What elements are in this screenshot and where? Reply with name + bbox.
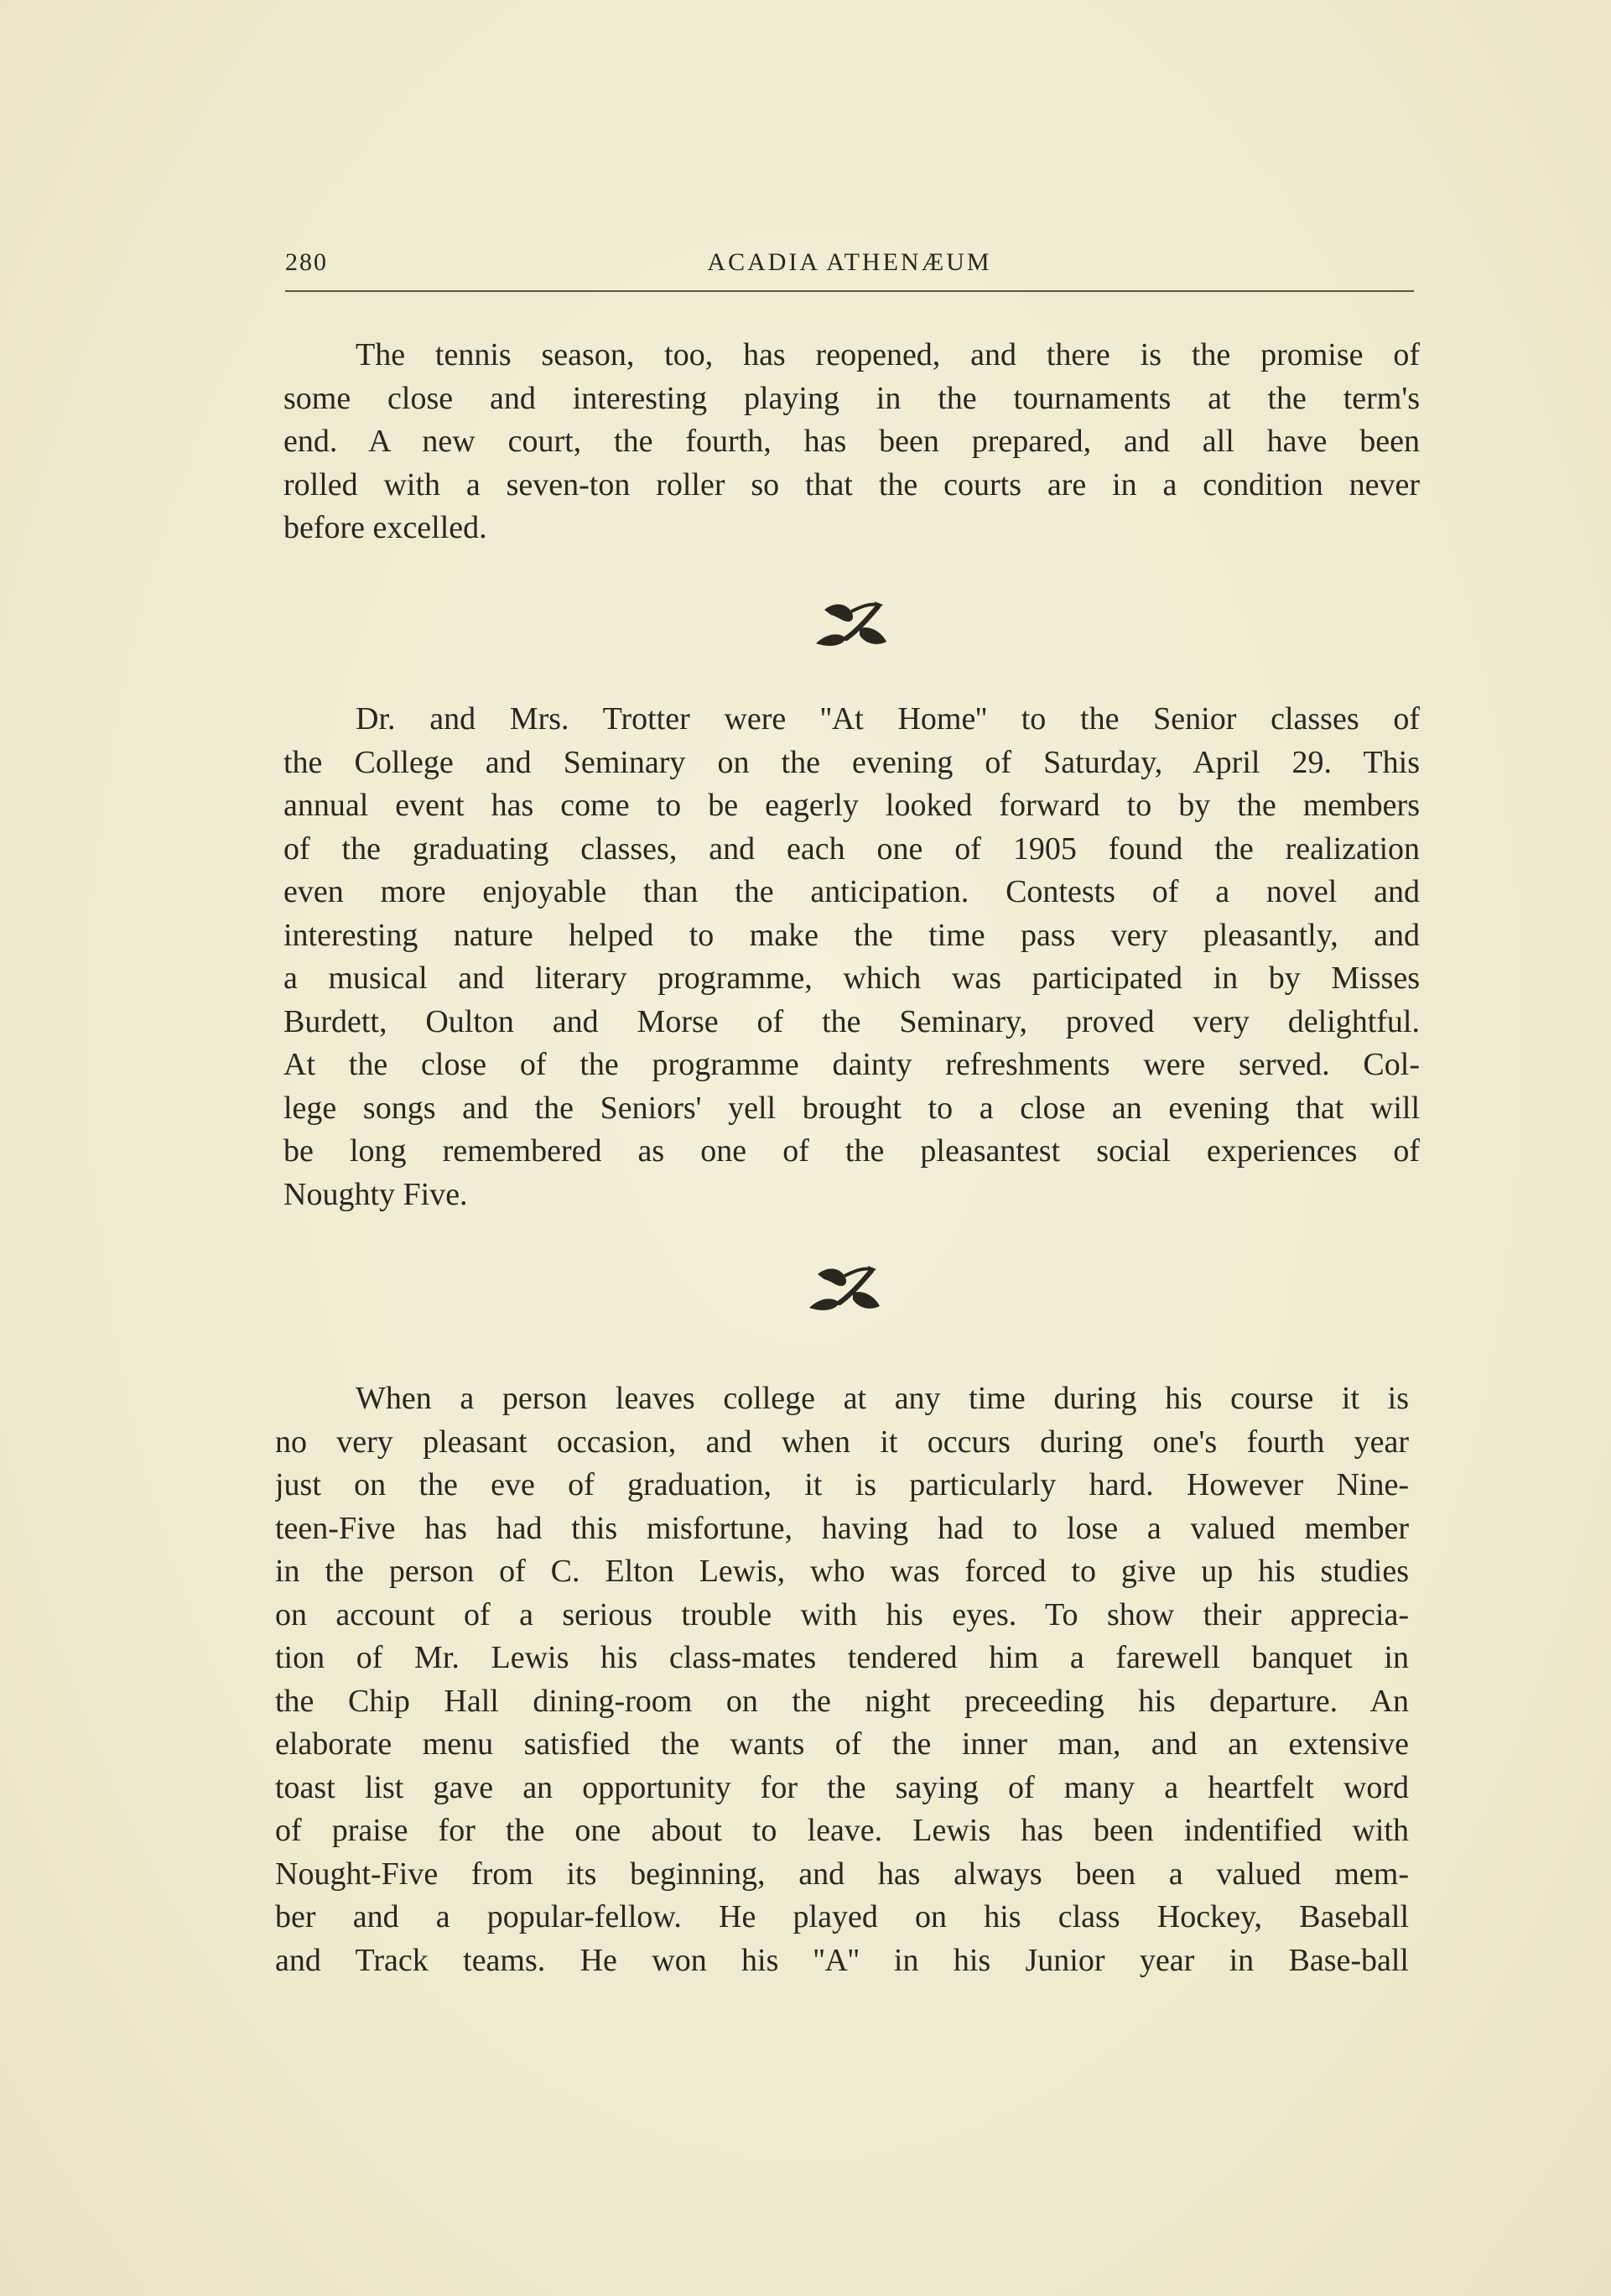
text-line: a musical and literary programme, which was participated in by Misses [283, 961, 1420, 996]
text-line: some close and interesting playing in the tournaments at the term's [283, 380, 1420, 416]
text-line: lege songs and the Seniors' yell brought to a close an evening that will [283, 1090, 1420, 1126]
fleuron-ornament-icon [809, 591, 902, 659]
text-line: Burdett, Oulton and Morse of the Seminary, proved very delightful. [283, 1003, 1420, 1039]
fleuron-ornament-icon [803, 1256, 895, 1323]
text-line: Nought-Five from its beginning, and has always been a valued mem- [275, 1856, 1409, 1892]
text-line: before excelled. [283, 510, 487, 545]
page-header [285, 248, 1414, 295]
text-line: the College and Seminary on the evening of Saturday, April 29. This [283, 744, 1420, 780]
text-line: in the person of C. Elton Lewis, who was forced to give up his studies [275, 1554, 1409, 1589]
text-line: toast list gave an opportunity for the saying of many a heartfelt word [275, 1769, 1409, 1805]
page-number: 280 [285, 248, 328, 276]
text-line: ber and a popular-fellow. He played on his class Hockey, Baseball [275, 1899, 1409, 1934]
text-line: be long remembered as one of the pleasantest social experiences of [283, 1133, 1420, 1169]
text-line: Noughty Five. [283, 1176, 468, 1212]
text-line: even more enjoyable than the anticipation. Contests of a novel and [283, 874, 1420, 909]
text-line: rolled with a seven-ton roller so that the courts are in a condition never [283, 466, 1420, 502]
text-line: annual event has come to be eagerly looked forward to by the members [283, 788, 1420, 823]
text-line: Dr. and Mrs. Trotter were ''At Home'' to the Senior classes of [356, 701, 1420, 737]
text-line: the Chip Hall dining-room on the night preceeding his departure. An [275, 1683, 1409, 1719]
text-line: teen-Five has had this misfortune, having had to lose a valued member [275, 1510, 1409, 1546]
text-line: tion of Mr. Lewis his class-mates tendered him a farewell banquet in [275, 1640, 1409, 1675]
text-line: of the graduating classes, and each one of 1905 found the realization [283, 830, 1420, 867]
paragraph-farewell [275, 1377, 1409, 1982]
text-line: interesting nature helped to make the time pass very pleasantly, and [283, 917, 1420, 953]
text-line: When a person leaves college at any time during his course it is [356, 1381, 1409, 1416]
paragraph-tennis [283, 334, 1420, 550]
paragraph-at-home [283, 698, 1420, 1216]
header-rule [285, 290, 1414, 292]
text-line: elaborate menu satisfied the wants of the inner man, and an extensive [275, 1726, 1409, 1762]
text-line: of praise for the one about to leave. Lewis has been indentified with [275, 1813, 1409, 1848]
text-line: At the close of the programme dainty refreshments were served. Col- [283, 1047, 1420, 1082]
running-head: ACADIA ATHENÆUM [707, 248, 992, 276]
text-line: no very pleasant occasion, and when it occurs during one's fourth year [275, 1424, 1409, 1460]
text-line: end. A new court, the fourth, has been prepared, and all have been [283, 424, 1420, 459]
text-line: The tennis season, too, has reopened, and there is the promise of [356, 337, 1420, 372]
text-line: on account of a serious trouble with his eyes. To show their apprecia- [275, 1596, 1409, 1632]
text-line: and Track teams. He won his ''A'' in his Junior year in Base-ball [275, 1942, 1409, 1978]
text-line: just on the eve of graduation, it is particularly hard. However Nine- [275, 1467, 1409, 1502]
